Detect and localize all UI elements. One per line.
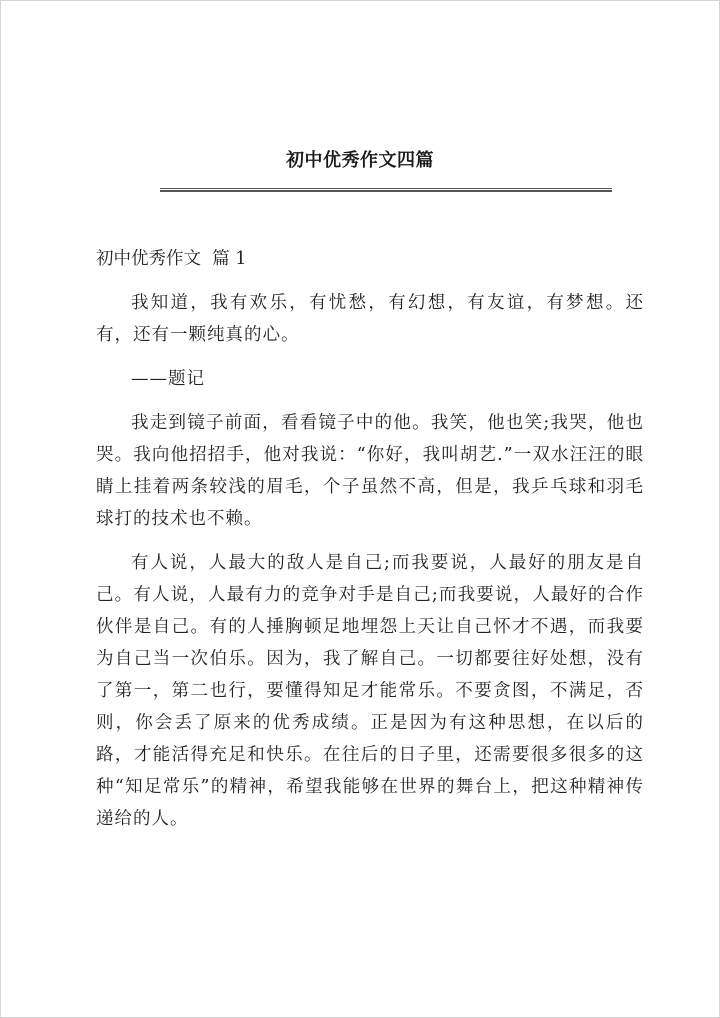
document-title: 初中优秀作文四篇 [286, 150, 434, 171]
essay-body [96, 243, 644, 847]
paragraph-epigraph: ——题记 [131, 369, 205, 389]
title-divider [160, 188, 612, 192]
paragraph-mirror: 我走到镜子前面，看看镜子中的他。我笑，他也笑;我哭，他也哭。我向他招招手，他对我说：“你好，我叫胡艺.”一双水汪汪的眼睛上挂着两条较浅的眉毛，个子虽然不高，但是，我乒乓球和羽毛球打的技术也不赖。 [96, 413, 644, 529]
section-heading: 初中优秀作文 篇 1 [96, 249, 247, 269]
paragraph-intro: 我知道，我有欢乐，有忧愁，有幻想，有友谊，有梦想。还有，还有一颗纯真的心。 [96, 293, 644, 345]
paragraph-self: 有人说，人最大的敌人是自己;而我要说，人最好的朋友是自己。有人说，人最有力的竞争对手是自己;而我要说，人最好的合作伙伴是自己。有的人捶胸顿足地埋怨上天让自己怀才不遇，而我要为自己当一次伯乐。因为，我了解自己。一切都要往好处想，没有了第一，第二也行，要懂得知足才能常乐。不要贪图，不满足，否则，你会丢了原来的优秀成绩。正是因为有这种思想，在以后的路，才能活得充足和快乐。在往后的日子里，还需要很多很多的这种“知足常乐”的精神，希望我能够在世界的舞台上，把这种精神传递给的人。 [96, 553, 644, 829]
